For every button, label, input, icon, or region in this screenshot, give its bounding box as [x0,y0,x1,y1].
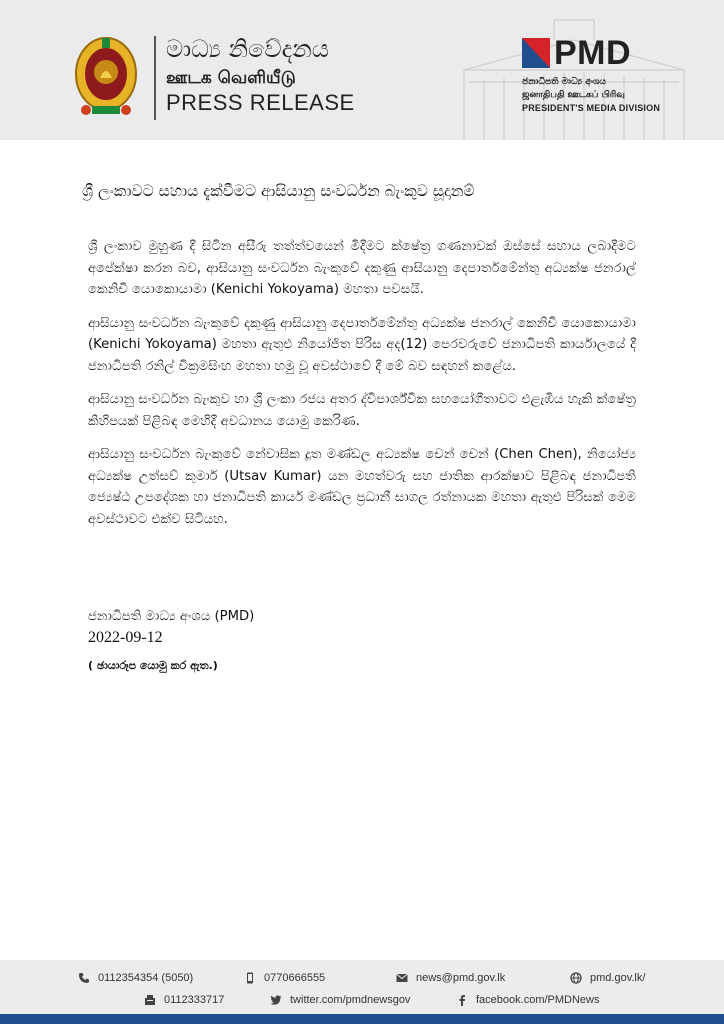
article-body [88,236,636,542]
sri-lanka-emblem-icon [72,34,140,118]
fax-icon [144,994,156,1006]
footer-twitter-text: twitter.com/pmdnewsgov [290,994,411,1006]
pmd-logo-text: PMD [554,34,632,72]
pmd-logo-icon [522,38,550,68]
press-release-header [0,0,724,140]
footer-fax-text: 0112333717 [164,994,225,1006]
globe-icon [570,972,582,984]
phone-icon [78,972,90,984]
article-paragraph: ශ්‍රී ලංකාව මුහුණ දී සිටින අසීරු තත්ත්වයෙන් මිදීමට ක්ෂේත්‍ර ගණනාවක් ඔස්සේ සහාය ලබාදීමට අපේක්ෂා කරන බව, ආසියානු සංවර්ධන බැංකුවේ දකුණු ආසියානු දෙපාර්තමේන්තු අධ්‍යක්ෂ ජනරාල් කෙනිචි යොකොයාමා (Kenichi Yokoyama) මහතා පවසයි. [88,239,636,297]
pmd-sub-tamil: ஜனாதிபதி ஊடகப் பிரிவு [522,90,625,100]
article-paragraph: ආසියානු සංවර්ධන බැංකුවේ නේවාසික දූත මණ්ඩල අධ්‍යක්ෂ චෙන් චෙන් (Chen Chen), නියෝජ්‍ය අධ්‍යක්ෂ උත්සව් කුමාර් (Utsav Kumar) යන මහත්වරු සහ ජාතික ආරක්ෂාව පිළිබඳ ජනාධිපති ජ්‍යෙෂ්ඨ උපදේශක හා ජනාධිපති කාර්ය මණ්ඩල ප්‍රධානී සාගල රත්නායක මහතා ඇතුළු පිරිසක් මෙම අවස්ථාවට එක්ව සිටියහ. [88,447,636,527]
footer-email[interactable] [396,972,505,984]
twitter-icon [270,994,282,1006]
article-paragraph: ආසියානු සංවර්ධන බැංකුවේ දකුණු ආසියානු දෙපාර්තමේන්තු අධ්‍යක්ෂ ජනරාල් කෙනිචි යොකොයාමා (Kenichi Yokoyama) මහතා ඇතුළු නියෝජිත පිරිස අද(12) පෙරවරුවේ ජනාධිපති කාර්යාලයේ දී ජනාධිපති රනිල් වික්‍රමසිංහ මහතා හමු වූ අවස්ථාවේ දී මේ බව සඳහන් කළේය. [88,315,636,374]
footer-fax[interactable] [144,994,224,1006]
release-date: 2022-09-12 [88,629,163,646]
facebook-icon [456,994,468,1006]
footer-mobile-text: 0770666555 [264,972,326,984]
contact-footer [0,960,724,1014]
footer-facebook-text: facebook.com/PMDNews [476,994,600,1006]
footer-website[interactable] [570,972,645,984]
heading-tamil: ஊடக வெளியீடு [166,68,296,88]
footer-facebook[interactable] [456,994,600,1006]
mobile-phone-icon [244,972,256,984]
footer-phone-text: 0112354354 (5050) [98,972,194,984]
pmd-logo [522,36,672,115]
pmd-sub-english: PRESIDENT'S MEDIA DIVISION [522,103,661,113]
heading-sinhala: මාධ්‍ය නිවේදනය [166,35,329,63]
footer-website-text: pmd.gov.lk/ [590,972,646,984]
photo-note: ( ඡායාරූප යොමු කර ඇත.) [88,659,218,672]
article-paragraph: ආසියානු සංවර්ධන බැංකුව හා ශ්‍රී ලංකා රජය අතර ද්විපාර්ශ්වික සහයෝගීතාවට එළැඹිය හැකි ක්ෂේත්‍ර කිහිපයක් පිළිබඳ මෙහිදී අවධානය යොමු කෙරිණ. [88,392,636,429]
footer-brand-bar [0,1014,724,1024]
footer-phone[interactable] [78,972,193,984]
pmd-sub-sinhala: ජනාධිපති මාධ්‍ය අංශය [522,77,607,87]
header-divider [154,36,156,120]
footer-mobile[interactable] [244,972,325,984]
envelope-icon [396,972,408,984]
article-title: ශ්‍රී ලංකාවට සහාය දැක්වීමට ආසියානු සංවර්ධන බැංකුව සූදානම් [82,182,475,200]
footer-twitter[interactable] [270,994,410,1006]
heading-english: PRESS RELEASE [166,90,355,115]
signature-organization: ජනාධිපති මාධ්‍ය අංශය (PMD) [88,609,255,624]
footer-email-text: news@pmd.gov.lk [416,972,506,984]
press-release-heading [166,34,355,116]
